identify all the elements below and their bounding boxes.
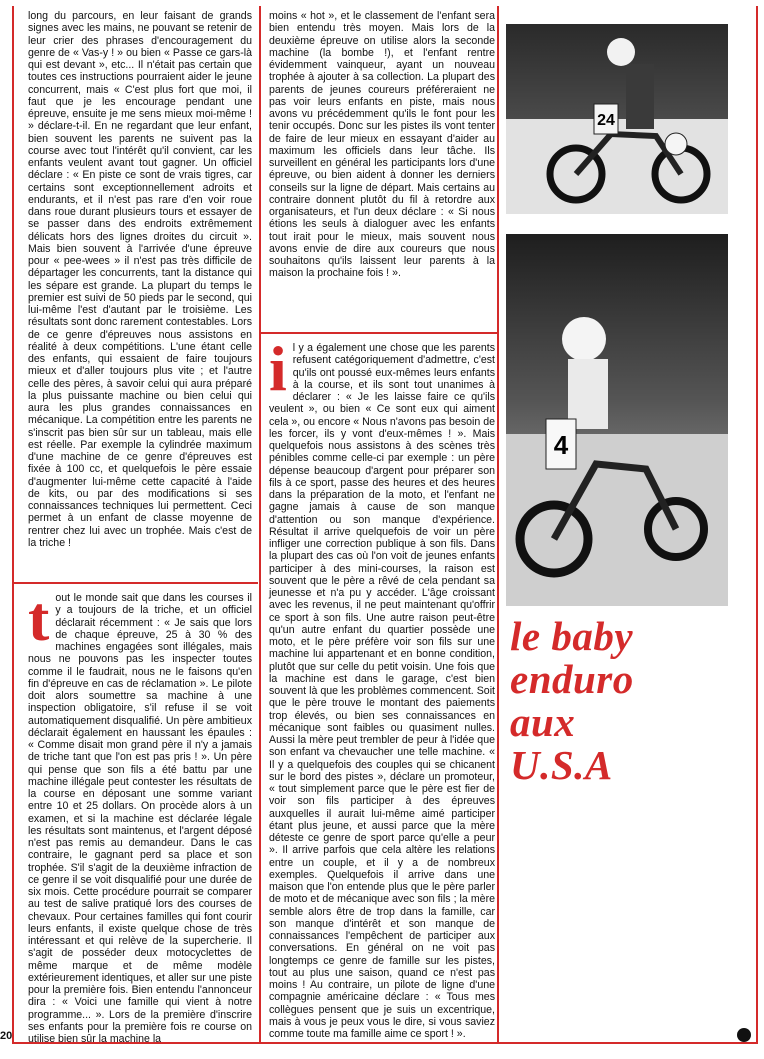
plate-number-bottom: 4 [553,430,569,460]
section-divider-middle [259,332,497,334]
photo-rider-4 [506,234,728,606]
dropcap-t: t [28,583,50,654]
headline-line-2: enduro [510,656,634,702]
dropcap-i: i [269,333,287,404]
article-text-col1-top: long du parcours, en leur faisant de grands signes avec les mains, ne pouvant se retenir de leur crier des phrases d'encouragement du genre de « Vas-y ! » ou bien « Passe ce gars-là qui est devant », etc... Il n'était pas certain que toutes ces instructions pourraient aider le jeune concurrent, mais « C'est plus fort que moi, il faut que je les encourage pendant une épreuve, ensuite je me sens mieux moi-même ! » déclare-t-il. En ne regardant que leur enfant, bien souvent les parents ne suivent pas la course avec tout l'intérêt qu'il convient, car les enfants veulent avant tout gagner. Un officiel déclare : « En piste ce sont de vrais tigres, car certains sont exceptionnellement adroits et endurants, et il n'est pas rare d'en voir roue dans roue durant plusieurs tours et essayer de se passer dans des endroits extrêmement délicats hors des lignes droites du circuit ». Mais bien souvent à l'arrivée d'une épreuve pour « pee-wees » il n'est pas très difficile de départager les concurrents, tant la distance qui les sépare est grande. La plupart du temps le premier est suivi de 50 pieds par le second, qui lui-même l'est d'autant par le troisième. Les résultats sont donc rarement contestables. Lors de ce genre d'épreuves nous assistons en réalité à deux compétitions. L'une étant celle des enfants, qui essaient de faire toujours mieux et d'aller toujours plus vite ; et l'autre celle des pères, à savoir celui qui aura préparé la plus puissante machine ou bien celui qui aura les plus grandes connaissances en mécanique. La compétition entre les parents ne s'inscrit pas bien sûr sur un tableau, mais elle est réelle. Par exemple la cylindrée maximum d'une machine de ce genre d'épreuves est fixée à 100 cc, et quelquefois le père essaie d'augmenter lui-même cette capacité à l'aide de kits, ou par des modifications si ses connaissances techniques lui permettent. Ceci permet à un enfant de classe moyenne de rentrer chez lui avec un trophée. Mais c'est de la triche ! [28,10,252,549]
column-left-lower [28,583,252,1045]
column-left [28,10,252,549]
article-text-col2-top: moins « hot », et le classement de l'enfant sera bien entendu très moyen. Mais lors de la deuxième épreuve on utilise alors la seconde machine (la bombe !), et l'enfant rentre évidemment vainqueur, ayant un nouveau trophée à ajouter à sa collection. La plupart des parents de jeunes coureurs préféreraient ne pas voir leurs enfants en piste, mais nous avons vu précédemment qu'ils le font pour les tenir occupés. Donc sur les pistes ils vont tenter de faire de leur mieux en essayant d'aider au maximum les officiels dans leur tâche. Ils surveillent en général les participants lors d'une épreuve, ou bien aident à donner les derniers conseils sur la ligne de départ. Mais certains au contraire donnent plutôt du fil à retordre aux organisateurs, et l'un deux déclare : « Si nous étions les seuls à dialoguer avec les enfants tout irait pour le mieux, mais souvent nous avons envie de dire aux coureurs que nous souhaitons qu'ils laissent leur parents à la maison la prochaine fois ! ». [269,10,495,280]
column-middle-lower [269,333,495,1040]
article-text-col2-bottom: l y a également une chose que les parents refusent catégoriquement d'admettre, c'est qu'ils ont poussé eux-mêmes leurs enfants à la course, et ils sont tout unanimes à déclarer : « Je les laisse faire ce qu'ils veulent », ou bien « Ce sont eux qui aiment cela », ou encore « Nous n'avons pas besoin de les forcer, ils y vont d'eux-mêmes ! ». Mais quelquefois nous assistons à des scènes très pénibles comme celle-ci par exemple : un père dépense beaucoup d'argent pour préparer son fils à ce sport, passe des heures et des heures dans la préparation de la moto, et l'enfant ne gagne jamais à cause de son manque d'attention ou son manque d'expérience. Résultat il arrive quelquefois de voir un père infliger une correction publique à son fils. Dans la plupart des cas où l'on voit de jeunes enfants participer à des mini-courses, la raison est souvent que le père a rêvé de cela pendant sa jeunesse et n'a pu y accéder. L'âge croissant avec les revenus, il ne peut maintenant qu'offrir ce sport à son fils. Une autre raison peut-être qu'un autre enfant du quartier possède une moto, et le père préfère voir son fils sur une machine lui appartenant et en bonne condition, plutôt que sur celle du petit voisin. Une fois que la machine est dans le garage, c'est bien souvent là que les problèmes commencent. Soit que le père trouve le montant des paiements trop élevés, ou bien ses connaissances en mécanique sont faibles ou quasiment nulles. Aussi la mère peut trembler de peur à l'idée que son enfant va chevaucher une telle machine. « Il y a quelquefois des couples qui se chicanent sur le bord des pistes », déclare un promoteur, « tout simplement parce que le père est fier de voir son fils participer à des épreuves auxquelles il aurait lui-même aimé participer étant plus jeune, et aussi parce que la mère déteste ce genre de sport parce qu'elle a peur ». Il arrive parfois que cela altère les relations entre un couple, et il y a de nombreux exemples. Quelquefois il arrive dans une maison que l'on entende plus que le père parler de moto et de mécanique avec son fils ; la mère semble alors être de trop dans la famille, car son manque d'intérêt et son manque de connaissances l'empêchent de participer aux conversations. En général on ne voit pas longtemps ce genre de famille sur les pistes, tout au plus une saison, quand ce n'est pas moins ! Au contraire, un pilote de ligne d'une compagnie américaine déclare : « Tous mes collègues pensent que je suis un excentrique, mais à vous je peux vous le dire, si vous saviez comme toute ma famille aime ce sport ! ». [269,342,495,1040]
column-middle [269,10,495,280]
article-text-col1-bottom: out le monde sait que dans les courses il y a toujours de la triche, et un officiel déclarait récemment : « Je sais que lors de chaque épreuve, 25 à 30 % des machines engagées sont illégales, mais nous ne pouvons pas les inspecter toutes comme il le faudrait, nous ne le faisons qu'en fin d'épreuve en cas de réclamation ». Le pilote doit alors soumettre sa machine à une inspection obligatoire, s'il refuse il se voit automatiquement disqualifié. Un père ambitieux déclarait également en haussant les épaules : « Comme disait mon grand père il n'y a jamais de triche tant que l'on est pas pris ! ». Un père qui pense que son fils a été battu par une machine illégale peut contester les résultats de la course en déposant une somme variant entre 10 et 25 dollars. On procède alors à un examen, et si la machine est déclarée légale les résultats sont maintenus, et l'argent déposé n'est pas remis au demandeur. Dans le cas contraire, le gagnant perd sa place et son trophée. S'il s'agit de la deuxième infraction de ce genre il se voit disqualifié pour une durée de six mois. Cette procédure pourrait se comparer au test de salive pratiqué lors des courses de chevaux. Pour certaines familles qui font courir leurs enfants, il existe quelque chose de très intéressant et qui relève de la supercherie. Il s'agit de posséder deux motocyclettes de même marque et de même modèle extérieurement identiques, et aller sur une piste pour la première fois. Bien entendu l'annonceur dira : « Voici une famille qui vient à notre programme... ». Lors de la première d'inscrire ses enfants pour la première fois re course on utilise bien sûr la machine la [28,592,252,1045]
publisher-logo-icon [737,1028,751,1042]
plate-number-top: 24 [597,112,615,129]
headline-line-1: le baby [510,613,634,659]
headline-line-3: aux [510,699,576,745]
photo-rider-24-image [506,24,728,214]
photo-column-divider [497,6,499,1043]
photo-rider-4-image [506,234,728,606]
article-headline [510,615,730,787]
section-divider-left [14,582,258,584]
photo-rider-24 [506,24,728,214]
headline-line-4: U.S.A [510,742,613,788]
page-number: 20 [0,1030,13,1042]
column-divider [259,6,261,1043]
